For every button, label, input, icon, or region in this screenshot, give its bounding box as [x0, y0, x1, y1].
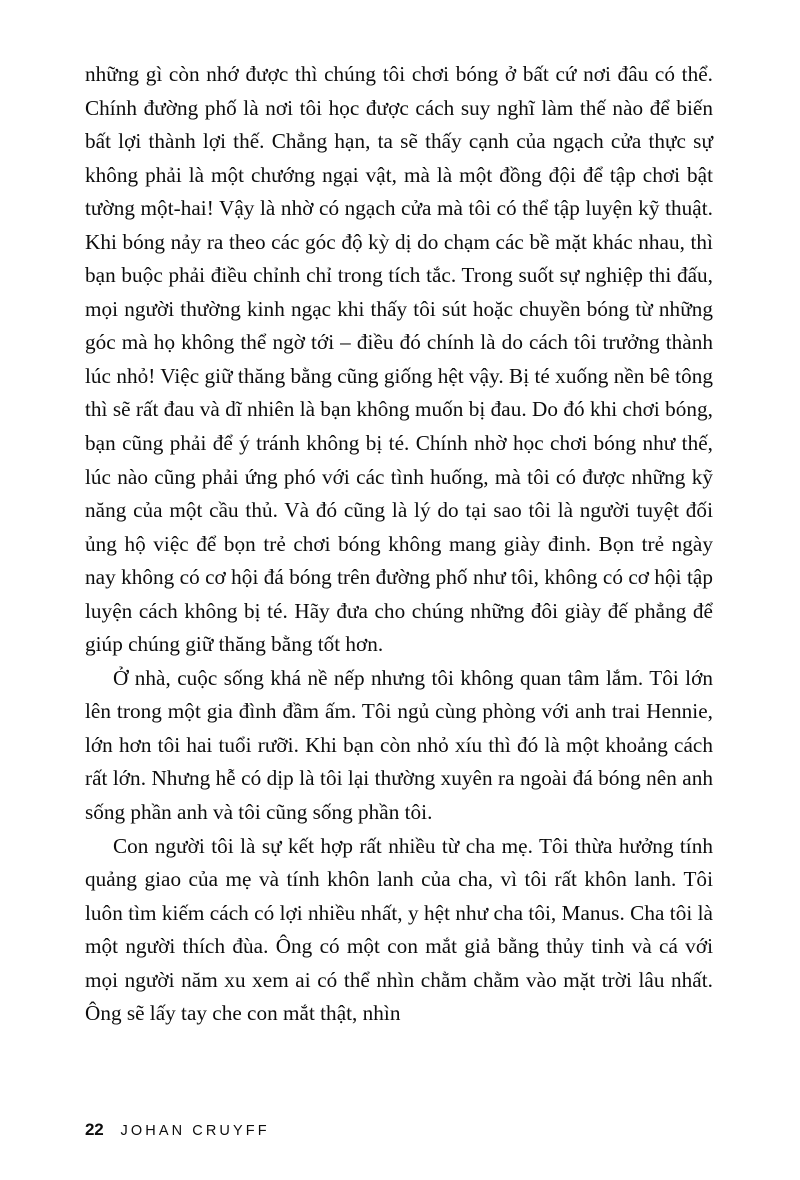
running-head-author: JOHAN CRUYFF: [120, 1123, 270, 1139]
page-number: 22: [85, 1120, 104, 1139]
paragraph-3: Con người tôi là sự kết hợp rất nhiều từ cha mẹ. Tôi thừa hưởng tính quảng giao của mẹ và tính khôn lanh của cha, vì tôi rất khôn lanh. Tôi luôn tìm kiếm cách có lợi nhiều nhất, y hệt như cha tôi, Manus. Cha tôi là một người thích đùa. Ông có một con mắt giả bằng thủy tinh và cá với mọi người năm xu xem ai có thể nhìn chằm chằm vào mặt trời lâu nhất. Ông sẽ lấy tay che con mắt thật, nhìn: [85, 833, 713, 1026]
page-footer: [85, 1120, 270, 1140]
page-text-block: [85, 58, 713, 1031]
paragraph-2: Ở nhà, cuộc sống khá nề nếp nhưng tôi không quan tâm lắm. Tôi lớn lên trong một gia đình đầm ấm. Tôi ngủ cùng phòng với anh trai Hennie, lớn hơn tôi hai tuổi rưỡi. Khi bạn còn nhỏ xíu thì đó là một khoảng cách rất lớn. Nhưng hễ có dịp là tôi lại thường xuyên ra ngoài đá bóng nên anh sống phần anh và tôi cũng sống phần tôi.: [85, 665, 713, 825]
paragraph-1: những gì còn nhớ được thì chúng tôi chơi bóng ở bất cứ nơi đâu có thể. Chính đường phố là nơi tôi học được cách suy nghĩ làm thế nào để biến bất lợi thành lợi thế. Chẳng hạn, ta sẽ thấy cạnh của ngạch cửa thực sự không phải là một chướng ngại vật, mà là một đồng đội để tập chơi bật tường một-hai! Vậy là nhờ có ngạch cửa mà tôi có thể tập luyện kỹ thuật. Khi bóng nảy ra theo các góc độ kỳ dị do chạm các bề mặt khác nhau, thì bạn buộc phải điều chỉnh chỉ trong tích tắc. Trong suốt sự nghiệp thi đấu, mọi người thường kinh ngạc khi thấy tôi sút hoặc chuyền bóng từ những góc mà họ không thể ngờ tới – điều đó chính là do cách tôi trưởng thành lúc nhỏ! Việc giữ thăng bằng cũng giống hệt vậy. Bị té xuống nền bê tông thì sẽ rất đau và dĩ nhiên là bạn không muốn bị đau. Do đó khi chơi bóng, bạn cũng phải để ý tránh không bị té. Chính nhờ học chơi bóng như thế, lúc nào cũng phải ứng phó với các tình huống, mà tôi có được những kỹ năng của một cầu thủ. Và đó cũng là lý do tại sao tôi là người tuyệt đối ủng hộ việc để bọn trẻ chơi bóng không mang giày đinh. Bọn trẻ ngày nay không có cơ hội đá bóng trên đường phố như tôi, không có cơ hội tập luyện cách không bị té. Hãy đưa cho chúng những đôi giày đế phẳng để giúp chúng giữ thăng bằng tốt hơn.: [85, 62, 713, 657]
